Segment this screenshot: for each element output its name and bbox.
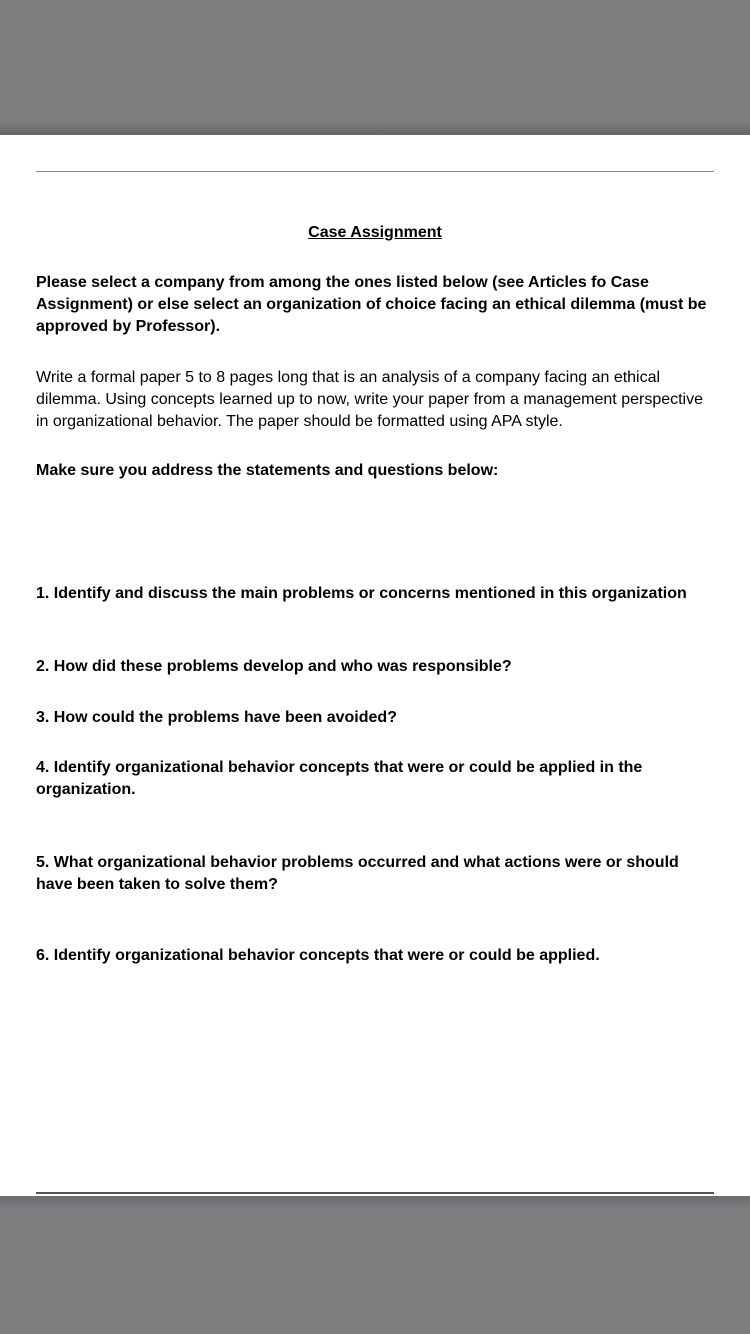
question-item-5: 5. What organizational behavior problems occurred and what actions were or should have been taken to solve them?: [36, 854, 679, 893]
question-item-6: 6. Identify organizational behavior concepts that were or could be applied.: [36, 947, 600, 964]
bottom-divider: [36, 1192, 714, 1194]
question-item-3: 3. How could the problems have been avoided?: [36, 709, 397, 726]
top-divider: [36, 171, 714, 172]
document-content: [36, 135, 714, 967]
question-item-4: 4. Identify organizational behavior concepts that were or could be applied in the organization.: [36, 759, 643, 798]
top-letterbox-bar: [0, 0, 750, 135]
bottom-letterbox-bar: [0, 1196, 750, 1334]
page-title: Case Assignment: [308, 224, 442, 241]
question-item-2: 2. How did these problems develop and who was responsible?: [36, 658, 512, 675]
instruction-line: Make sure you address the statements and questions below:: [36, 462, 499, 479]
document-page[interactable]: [0, 135, 750, 1196]
question-item-1: 1. Identify and discuss the main problems or concerns mentioned in this organization: [36, 585, 687, 602]
intro-paragraph-regular: Write a formal paper 5 to 8 pages long that is an analysis of a company facing an ethical dilemma. Using concepts learned up to now, write your paper from a management perspective in organizational behavior. The paper should be formatted using APA style.: [36, 369, 704, 430]
intro-paragraph-bold: Please select a company from among the ones listed below (see Articles fo Case Assignment) or else select an organization of choice facing an ethical dilemma (must be approved by Professor).: [36, 274, 707, 335]
